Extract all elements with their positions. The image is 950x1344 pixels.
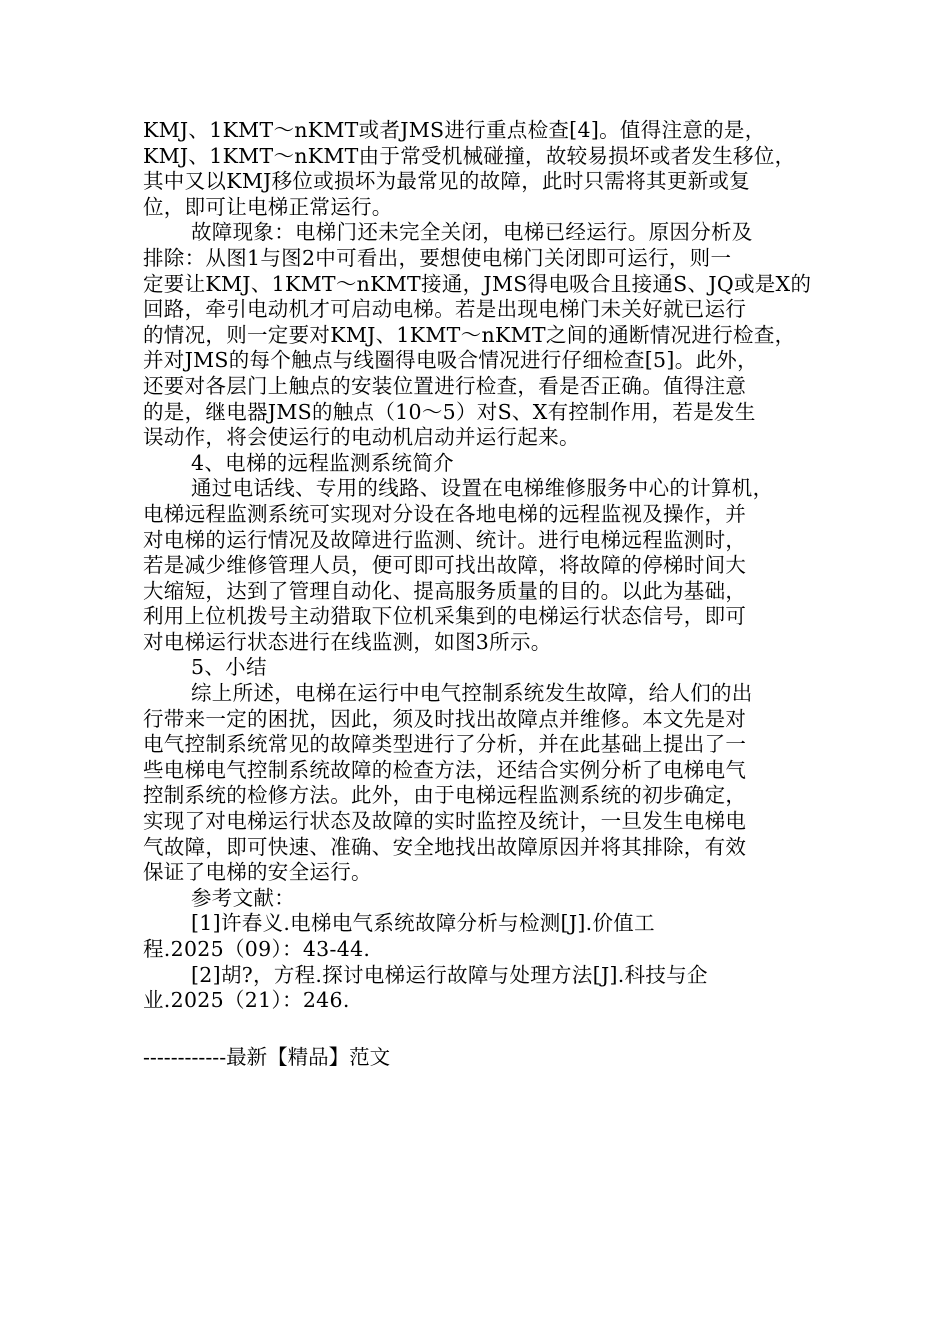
text-line: 回路，牵引电动机才可启动电梯。若是出现电梯门未关好就已运行	[143, 297, 747, 322]
text-line: KMJ、1KMT～nKMT或者JMS进行重点检查[4]。值得注意的是，	[143, 118, 766, 142]
text-line: 参考文献：	[191, 885, 295, 910]
document-body	[143, 118, 812, 1014]
text-line: 气故障，即可快速、准确、安全地找出故障原因并将其排除，有效	[143, 834, 747, 859]
text-line: 电梯远程监测系统可实现对分设在各地电梯的远程监视及操作，并	[143, 501, 747, 526]
text-line: 通过电话线、专用的线路、设置在电梯维修服务中心的计算机，	[191, 476, 774, 501]
text-line: KMJ、1KMT～nKMT由于常受机械碰撞，故较易损坏或者发生移位，	[143, 143, 796, 168]
text-line: 综上所述，电梯在运行中电气控制系统发生故障，给人们的出	[191, 681, 753, 706]
text-line: 程.2025（09）：43-44.	[143, 937, 371, 961]
text-line: 位，即可让电梯正常运行。	[143, 194, 393, 219]
text-line: 大缩短，达到了管理自动化、提高服务质量的目的。以此为基础，	[143, 578, 747, 603]
text-line: 的情况，则一定要对KMJ、1KMT～nKMT之间的通断情况进行检查，	[143, 322, 796, 347]
text-line: 排除：从图1与图2中可看出，要想使电梯门关闭即可运行，则一	[143, 245, 732, 270]
text-line: 对电梯运行状态进行在线监测，如图3所示。	[143, 629, 552, 654]
text-line: [1]许春义.电梯电气系统故障分析与检测[J].价值工	[191, 911, 655, 936]
text-line: 保证了电梯的安全运行。	[143, 860, 372, 885]
text-line: 故障现象：电梯门还未完全关闭，电梯已经运行。原因分析及	[191, 220, 753, 245]
text-line: 并对JMS的每个触点与线圈得电吸合情况进行仔细检查[5]。此外，	[143, 348, 758, 373]
text-line: 其中又以KMJ移位或损坏为最常见的故障，此时只需将其更新或复	[143, 169, 751, 194]
text-line: 的是，继电器JMS的触点（10～5）对S、X有控制作用，若是发生	[143, 399, 756, 424]
text-line: 定要让KMJ、1KMT～nKMT接通，JMS得电吸合且接通S、JQ或是X的	[143, 271, 812, 296]
text-line: [2]胡?，方程.探讨电梯运行故障与处理方法[J].科技与企	[191, 962, 708, 987]
footer-text: ------------最新【精品】范文	[143, 1045, 391, 1069]
text-line: 实现了对电梯运行状态及故障的实时监控及统计，一旦发生电梯电	[143, 809, 747, 834]
text-line: 利用上位机拨号主动猎取下位机采集到的电梯运行状态信号，即可	[143, 604, 747, 629]
text-line: 电气控制系统常见的故障类型进行了分析，并在此基础上提出了一	[143, 732, 747, 757]
text-line: 对电梯的运行情况及故障进行监测、统计。进行电梯远程监测时，	[143, 527, 747, 552]
text-line: 业.2025（21）：246.	[143, 988, 350, 1013]
text-line: 控制系统的检修方法。此外，由于电梯远程监测系统的初步确定，	[143, 783, 747, 808]
text-line: 4、电梯的远程监测系统简介	[191, 450, 454, 475]
text-line: 还要对各层门上触点的安装位置进行检查，看是否正确。值得注意	[143, 373, 747, 398]
text-line: 5、小结	[191, 655, 267, 680]
text-line: 若是减少维修管理人员，便可即可找出故障，将故障的停梯时间大	[143, 553, 747, 578]
text-line: 误动作，将会使运行的电动机启动并运行起来。	[143, 425, 580, 450]
text-line: 些电梯电气控制系统故障的检查方法，还结合实例分析了电梯电气	[143, 757, 747, 782]
text-line: 行带来一定的困扰，因此，须及时找出故障点并维修。本文先是对	[143, 706, 747, 731]
